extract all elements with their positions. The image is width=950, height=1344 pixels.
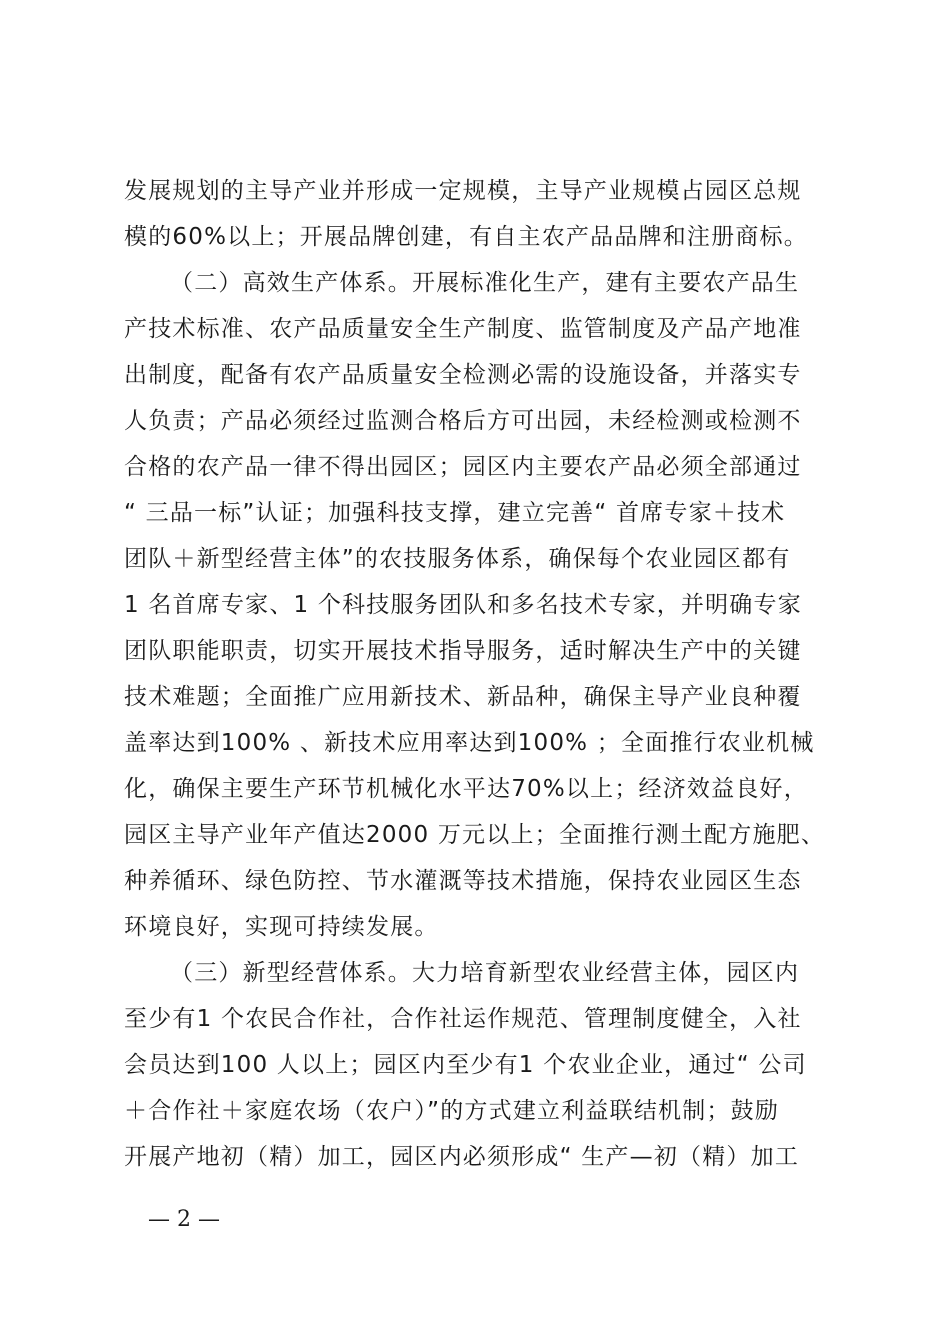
page-number: — 2 — (148, 1207, 220, 1232)
body-text-line: 合格的农产品一律不得出园区；园区内主要农产品必须全部通过 (124, 454, 802, 480)
section-heading-line: （三）新型经营体系。大力培育新型农业经营主体，园区内 (170, 960, 800, 986)
body-text-line: 出制度，配备有农产品质量安全检测必需的设施设备，并落实专 (124, 362, 802, 388)
body-text-line: 产技术标准、农产品质量安全生产制度、监管制度及产品产地准 (124, 316, 802, 342)
body-text-line: 技术难题；全面推广应用新技术、新品种，确保主导产业良种覆 (124, 684, 802, 710)
body-text-line: 至少有1 个农民合作社，合作社运作规范、管理制度健全，入社 (124, 1006, 802, 1032)
body-text-line: “ 三品一标”认证；加强科技支撑，建立完善“ 首席专家＋技术 (124, 500, 786, 526)
body-text-line: 会员达到100 人以上；园区内至少有1 个农业企业，通过“ 公司 (124, 1052, 807, 1078)
body-text-line: 人负责；产品必须经过监测合格后方可出园，未经检测或检测不 (124, 408, 802, 434)
body-text-line: 发展规划的主导产业并形成一定规模，主导产业规模占园区总规 (124, 178, 802, 204)
section-heading-line: （二）高效生产体系。开展标准化生产，建有主要农产品生 (170, 270, 800, 296)
body-text-line: 1 名首席专家、1 个科技服务团队和多名技术专家，并明确专家 (124, 592, 802, 618)
body-text-line: 开展产地初（精）加工，园区内必须形成“ 生产—初（精）加工 (124, 1144, 800, 1170)
body-text-line: 化，确保主要生产环节机械化水平达70%以上；经济效益良好， (124, 776, 808, 802)
body-text-line: 团队职能职责，切实开展技术指导服务，适时解决生产中的关键 (124, 638, 802, 664)
body-text-line: ＋合作社＋家庭农场（农户）”的方式建立利益联结机制；鼓励 (124, 1098, 780, 1124)
body-text-line: 盖率达到100% 、新技术应用率达到100% ；全面推行农业机械 (124, 730, 815, 756)
body-text-line: 种养循环、绿色防控、节水灌溉等技术措施，保持农业园区生态 (124, 868, 802, 894)
body-text-line: 模的60%以上；开展品牌创建，有自主农产品品牌和注册商标。 (124, 224, 808, 250)
body-text-line: 团队＋新型经营主体”的农技服务体系，确保每个农业园区都有 (124, 546, 791, 572)
body-text-line: 环境良好，实现可持续发展。 (124, 914, 439, 940)
body-text-line: 园区主导产业年产值达2000 万元以上；全面推行测土配方施肥、 (124, 822, 826, 848)
